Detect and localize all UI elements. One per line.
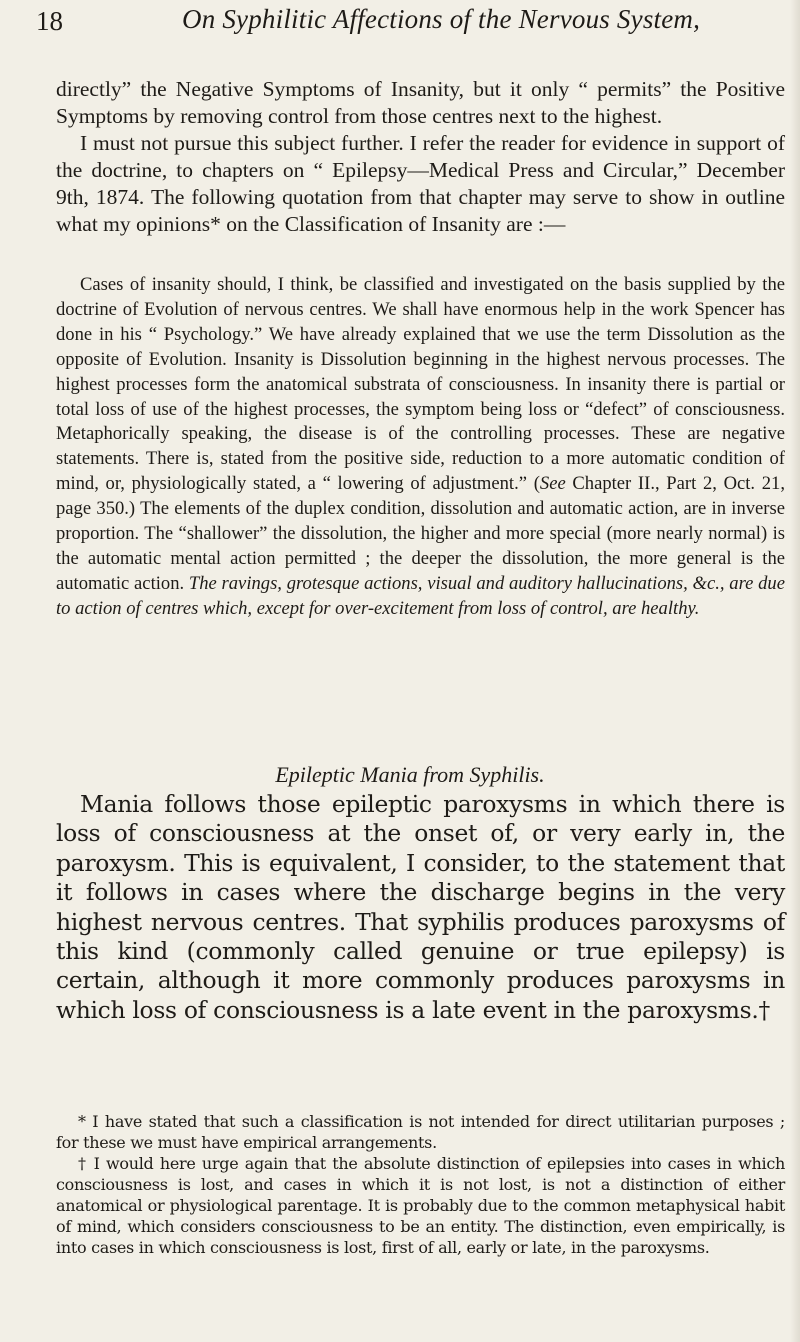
paragraph-classification: I must not pursue this subject further. I refer the reader for evidence in support of the doctrine, to chapters on “ Epilepsy—Medical Press and Circular,” December 9th, 1874. The following quotation from that chapter may serve to show in outline what my opinions* on the Classification of Insanity are :— (56, 131, 785, 236)
main-text (56, 76, 785, 238)
paragraph-continuation: directly” the Negative Symptoms of Insanity, but it only “ permits” the Positive Symptoms by removing control from those centres next to the highest. (56, 77, 785, 128)
footnote-dagger: † I would here urge again that the absolute distinction of epilepsies into cases in which consciousness is lost, and cases in which it is not lost, is not a distinction of either anatomical or physiological parentage. It is probably due to the common metaphysical habit of mind, which considers consciousness to be an entity. The distinction, even empirically, is into cases in which consciousness is lost, first of all, early or late, in the paroxysms. (56, 1154, 785, 1257)
quote-text: Cases of insanity should, I think, be classified and investigated on the basis supplied by the doctrine of Evolution of nervous centres. We shall have enormous help in the work Spencer has done in his “ Psychology.” We have already explained that we use the term Dissolution as the opposite of Evolution. Insanity is Dissolution beginning in the highest nervous processes. The highest processes form the anatomical substrata of consciousness. In insanity there is partial or total loss of use of the highest processes, the symptom being loss or “defect” of consciousness. Metaphorically speaking, the disease is of the controlling processes. These are negative statements. There is, stated from the positive side, reduction to a more automatic condition of mind, or, physiologically stated, a “ lowering of adjustment.” ( (56, 274, 785, 495)
quote-text-continued: Chapter II., Part 2, Oct. 21, page 350.) The elements of the duplex condition, dissolution and automatic action, are in inverse proportion. The “shallower” the dissolution, the higher and more special (more nearly normal) is the automatic mental action permitted ; the deeper the dissolution, the more general is the automatic action. (56, 473, 785, 594)
running-title: On Syphilitic Affections of the Nervous System, (182, 4, 701, 34)
quote-italic-conclusion: The ravings, grotesque actions, visual and auditory hallucinations, &c., are due to action of centres which, except for over-excitement from loss of control, are healthy. (56, 572, 785, 619)
page-header (36, 2, 780, 42)
page-edge-shadow (790, 0, 800, 1342)
quote-see: See (539, 473, 566, 495)
page-number: 18 (36, 6, 63, 36)
footnote-asterisk: * I have stated that such a classification is not intended for direct utilitarian purposes ; for these we must have empirical arrangements. (56, 1112, 785, 1152)
section-heading: Epileptic Mania from Syphilis. (275, 762, 545, 787)
block-quotation (56, 273, 785, 622)
footnotes (56, 1111, 785, 1258)
section-body: Mania follows those epileptic paroxysms in which there is loss of consciousness at the onset of, or very early in, the paroxysm. This is equivalent, I consider, to the statement that it follows in cases where the discharge begins in the very highest nervous centres. That syphilis produces paroxysms of this kind (commonly called genuine or true epilepsy) is certain, although it more commonly produces paroxysms in which loss of consciousness is a late event in the paroxysms.† (56, 790, 785, 1024)
